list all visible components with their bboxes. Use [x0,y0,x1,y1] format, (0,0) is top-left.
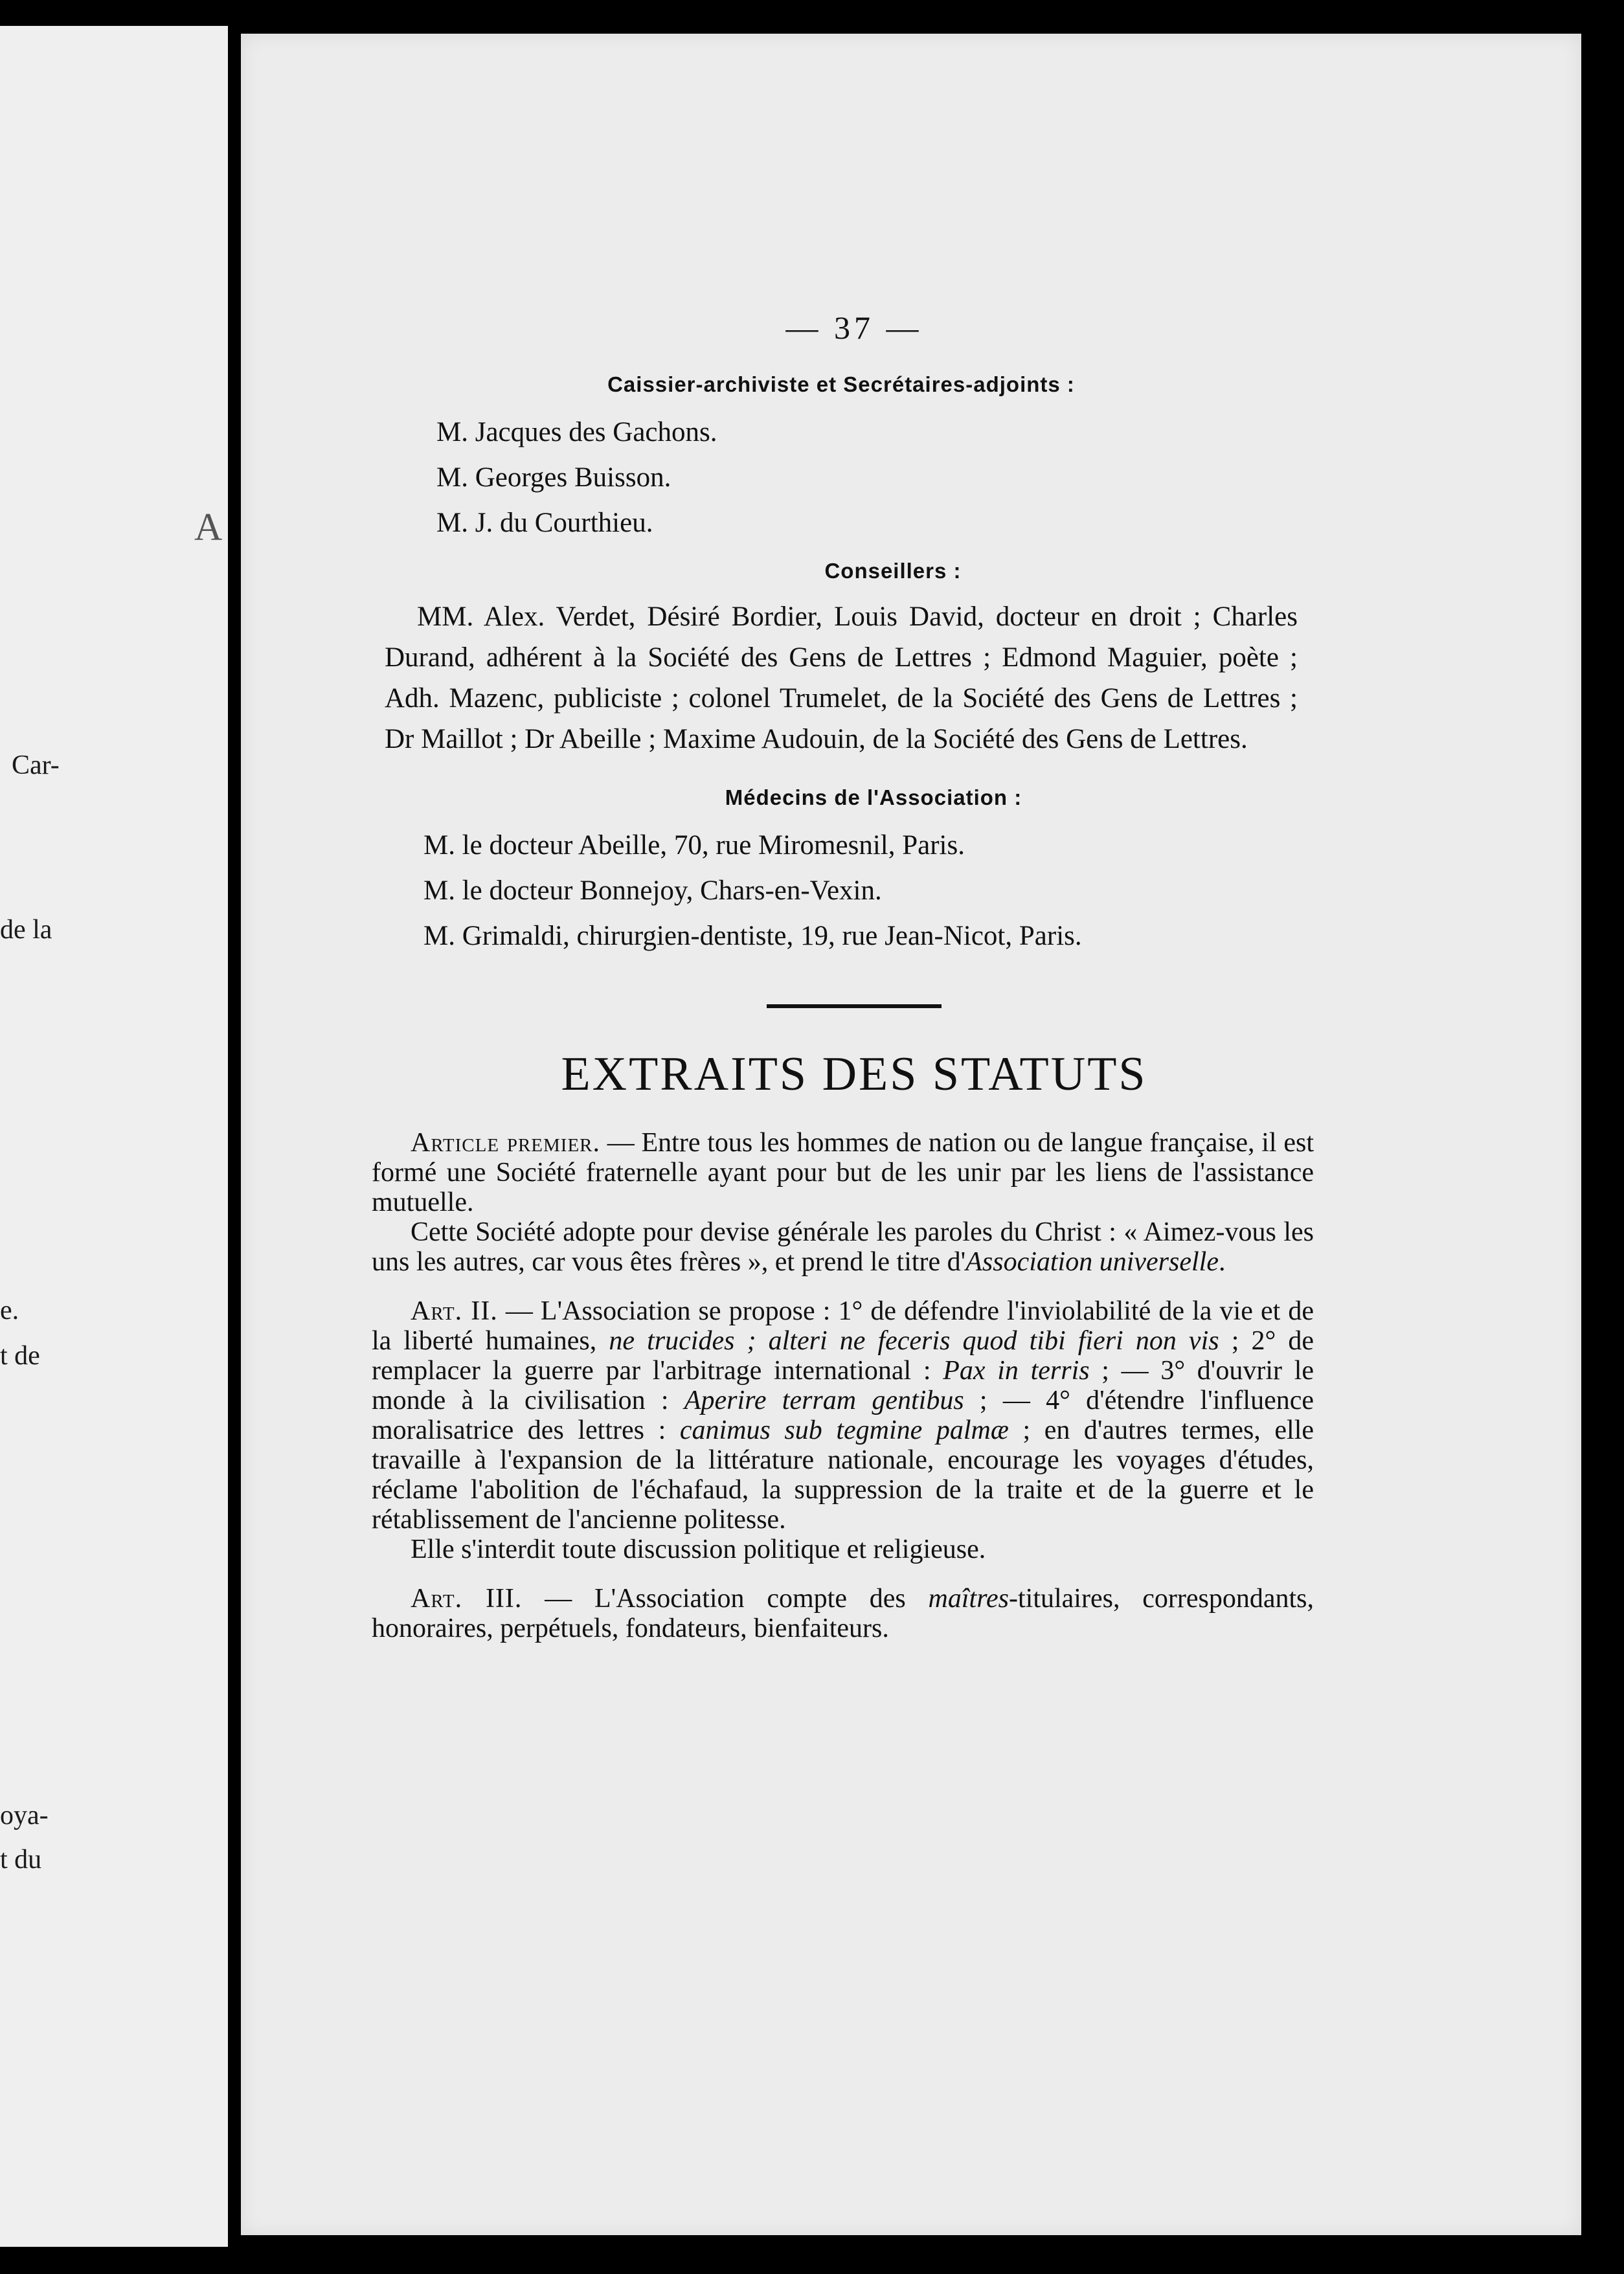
article-3-italic: maîtres [928,1584,1009,1614]
article-2-italic-3: Aperire terram gentibus [684,1386,964,1415]
treasurer-name: M. J. du Courthieu. [436,508,653,538]
article-3-text-b: -titulaires, correspondants, honoraires, perpétuels, fondateurs, bienfaiteurs. [372,1584,1314,1643]
article-1-paragraph-2 [372,1217,1314,1277]
doctors-heading: Médecins de l'Association : [725,785,1022,809]
left-page-edge [0,26,228,2247]
article-1-label: Article premier. [411,1128,601,1158]
article-3 [372,1584,1314,1643]
page-number: — 37 — [785,310,923,346]
counsellors-paragraph: MM. Alex. Verdet, Désiré Bordier, Louis David, docteur en droit ; Charles Durand, adhérent à la Société des Gens de Lettres ; Edmond Maguier, poète ; Adh. Mazenc, publiciste ; colonel Trumelet, de la Société des Gens de Lettres ; Dr Maillot ; Dr Abeille ; Maxime Audouin, de la Société des Gens de Lettres. [385,602,1298,754]
article-3-label: Art. III. [411,1584,523,1614]
article-1 [372,1128,1314,1217]
article-2-paragraph-2: Elle s'interdit toute discussion politique et religieuse. [411,1535,986,1564]
article-2-text-b: ; 2° de remplacer la guerre par l'arbitrage international : [372,1326,1314,1386]
left-fragment: oya- [0,1801,49,1830]
article-2 [372,1296,1314,1535]
article-2-text-d: ; — 4° d'étendre l'influence moralisatrice des lettres : [372,1386,1314,1445]
article-2-text-e: ; en d'autres termes, elle travaille à l'expansion de la littérature nationale, encourage les voyages d'études, réclame l'abolition de l'échafaud, la suppression de la traite et de la guerre et le rétablissement de l'ancienne politesse. [372,1415,1314,1535]
counsellors-text [385,596,1298,760]
article-2-italic-4: canimus sub tegmine palmæ [679,1415,1009,1445]
page-content [372,309,1314,1643]
article-1-text: — Entre tous les hommes de nation ou de langue française, il est formé une Société fraternelle ayant pour but de les unir par les liens de l'assistance mutuelle. [372,1128,1314,1217]
left-fragment: t de [0,1341,40,1371]
statutes-title: EXTRAITS DES STATUTS [561,1048,1147,1101]
doctor-name: M. le docteur Abeille, 70, rue Miromesnil, Paris. [423,830,965,861]
article-2-text-a: — L'Association se propose : 1° de défendre l'inviolabilité de la vie et de la liberté humaines, [372,1296,1314,1356]
article-1-p2-text: Cette Société adopte pour devise générale les paroles du Christ : « Aimez-vous les uns les autres, car vous êtes frères », et prend le titre d' [372,1217,1314,1277]
article-2-italic-1: ne trucides ; alteri ne feceris quod tibi fieri non vis [609,1326,1219,1356]
left-fragment: de la [0,915,52,945]
article-3-text-a: — L'Association compte des [522,1584,929,1614]
doctor-name: M. le docteur Bonnejoy, Chars-en-Vexin. [423,875,882,906]
right-page [241,34,1581,2235]
left-fragment: e. [0,1296,19,1325]
left-fragment: Car- [12,750,60,780]
article-2-text-c: ; — 3° d'ouvrir le monde à la civilisation : [372,1356,1314,1415]
article-2-italic-2: Pax in terris [943,1356,1090,1386]
left-fragment: t du [0,1845,42,1874]
doctor-name: M. Grimaldi, chirurgien-dentiste, 19, rue Jean-Nicot, Paris. [423,921,1082,951]
article-1-italic: Association universelle [965,1247,1219,1277]
treasurer-heading: Caissier-archiviste et Secrétaires-adjoints : [607,372,1075,396]
left-fragment: A [194,506,223,548]
statutes-body [372,1128,1314,1643]
counsellors-heading: Conseillers : [824,559,962,583]
article-2-label: Art. II. [411,1296,498,1326]
section-divider [767,1004,942,1008]
treasurer-name: M. Georges Buisson. [436,462,671,493]
treasurer-name: M. Jacques des Gachons. [436,417,717,447]
article-1-p2-end: . [1219,1247,1226,1277]
